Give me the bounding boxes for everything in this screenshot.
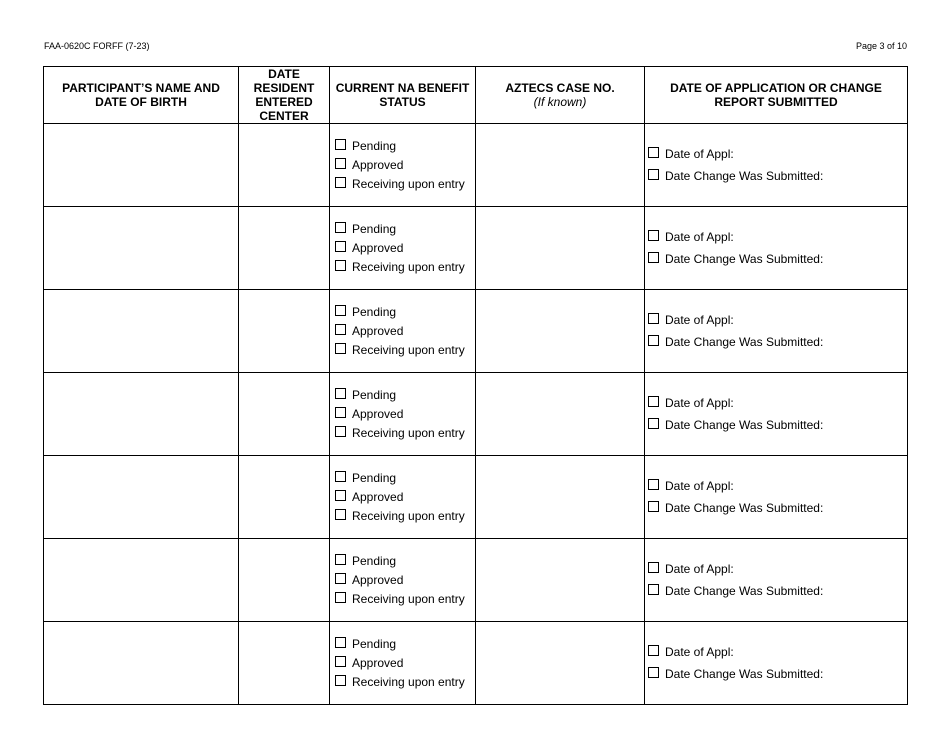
- checkbox[interactable]: [335, 592, 346, 603]
- aztecs-case-cell[interactable]: [476, 456, 645, 539]
- date-entered-cell[interactable]: [239, 207, 330, 290]
- table-row: [44, 207, 908, 290]
- application-date-cell: [645, 207, 908, 290]
- status-approved-option[interactable]: Approved: [330, 571, 475, 590]
- checkbox[interactable]: [335, 637, 346, 648]
- checkbox[interactable]: [648, 418, 659, 429]
- date-change-submitted-option[interactable]: Date Change Was Submitted:: [645, 414, 907, 436]
- checkbox[interactable]: [335, 509, 346, 520]
- date-entered-cell[interactable]: [239, 622, 330, 705]
- benefit-status-cell: [330, 124, 476, 207]
- date-entered-cell[interactable]: [239, 373, 330, 456]
- checkbox[interactable]: [335, 573, 346, 584]
- application-date-cell: [645, 622, 908, 705]
- benefit-status-cell: [330, 290, 476, 373]
- table-row: [44, 456, 908, 539]
- status-approved-option[interactable]: Approved: [330, 488, 475, 507]
- status-approved-option[interactable]: Approved: [330, 322, 475, 341]
- participant-table: [43, 66, 908, 705]
- checkbox[interactable]: [648, 645, 659, 656]
- col-header-application-date: DATE OF APPLICATION OR CHANGE REPORT SUBMITTED: [645, 67, 908, 124]
- status-receiving-option[interactable]: Receiving upon entry: [330, 590, 475, 609]
- application-date-cell: [645, 290, 908, 373]
- date-of-appl-option[interactable]: Date of Appl:: [645, 392, 907, 414]
- status-pending-option[interactable]: Pending: [330, 469, 475, 488]
- checkbox[interactable]: [335, 426, 346, 437]
- participant-name-dob-cell[interactable]: [44, 622, 239, 705]
- status-pending-option[interactable]: Pending: [330, 635, 475, 654]
- status-receiving-option[interactable]: Receiving upon entry: [330, 673, 475, 692]
- participant-name-dob-cell[interactable]: [44, 373, 239, 456]
- table-row: [44, 290, 908, 373]
- page-number: Page 3 of 10: [855, 41, 907, 51]
- form-id: FAA-0620C FORFF (7-23): [44, 41, 150, 51]
- table-row: [44, 124, 908, 207]
- date-of-appl-option[interactable]: Date of Appl:: [645, 226, 907, 248]
- benefit-status-cell: [330, 456, 476, 539]
- checkbox[interactable]: [648, 252, 659, 263]
- col-header-participant: PARTICIPANT’S NAME AND DATE OF BIRTH: [44, 67, 239, 124]
- table-row: [44, 373, 908, 456]
- participant-name-dob-cell[interactable]: [44, 539, 239, 622]
- checkbox[interactable]: [648, 501, 659, 512]
- status-receiving-option[interactable]: Receiving upon entry: [330, 258, 475, 277]
- checkbox[interactable]: [648, 562, 659, 573]
- checkbox[interactable]: [335, 324, 346, 335]
- participant-name-dob-cell[interactable]: [44, 124, 239, 207]
- checkbox[interactable]: [335, 139, 346, 150]
- checkbox[interactable]: [335, 260, 346, 271]
- date-change-submitted-option[interactable]: Date Change Was Submitted:: [645, 331, 907, 353]
- aztecs-case-cell[interactable]: [476, 622, 645, 705]
- benefit-status-cell: [330, 373, 476, 456]
- date-entered-cell[interactable]: [239, 290, 330, 373]
- checkbox[interactable]: [335, 158, 346, 169]
- col-header-date-entered: DATE RESIDENT ENTERED CENTER: [239, 67, 330, 124]
- participant-name-dob-cell[interactable]: [44, 290, 239, 373]
- checkbox[interactable]: [648, 396, 659, 407]
- checkbox[interactable]: [335, 490, 346, 501]
- status-pending-option[interactable]: Pending: [330, 137, 475, 156]
- application-date-cell: [645, 124, 908, 207]
- checkbox[interactable]: [648, 584, 659, 595]
- date-entered-cell[interactable]: [239, 539, 330, 622]
- status-pending-option[interactable]: Pending: [330, 552, 475, 571]
- checkbox[interactable]: [335, 388, 346, 399]
- date-change-submitted-option[interactable]: Date Change Was Submitted:: [645, 165, 907, 187]
- benefit-status-cell: [330, 207, 476, 290]
- checkbox[interactable]: [648, 230, 659, 241]
- status-approved-option[interactable]: Approved: [330, 239, 475, 258]
- checkbox[interactable]: [335, 343, 346, 354]
- status-pending-option[interactable]: Pending: [330, 386, 475, 405]
- date-entered-cell[interactable]: [239, 456, 330, 539]
- checkbox[interactable]: [648, 667, 659, 678]
- checkbox[interactable]: [648, 147, 659, 158]
- date-change-submitted-option[interactable]: Date Change Was Submitted:: [645, 497, 907, 519]
- date-entered-cell[interactable]: [239, 124, 330, 207]
- table-row: [44, 622, 908, 705]
- date-of-appl-option[interactable]: Date of Appl:: [645, 558, 907, 580]
- date-change-submitted-option[interactable]: Date Change Was Submitted:: [645, 248, 907, 270]
- date-change-submitted-option[interactable]: Date Change Was Submitted:: [645, 580, 907, 602]
- checkbox[interactable]: [335, 554, 346, 565]
- status-approved-option[interactable]: Approved: [330, 405, 475, 424]
- benefit-status-cell: [330, 539, 476, 622]
- status-pending-option[interactable]: Pending: [330, 303, 475, 322]
- application-date-cell: [645, 373, 908, 456]
- status-approved-option[interactable]: Approved: [330, 654, 475, 673]
- checkbox[interactable]: [335, 222, 346, 233]
- date-change-submitted-option[interactable]: Date Change Was Submitted:: [645, 663, 907, 685]
- aztecs-case-cell[interactable]: [476, 207, 645, 290]
- participant-name-dob-cell[interactable]: [44, 207, 239, 290]
- aztecs-case-cell[interactable]: [476, 539, 645, 622]
- checkbox[interactable]: [335, 305, 346, 316]
- status-receiving-option[interactable]: Receiving upon entry: [330, 507, 475, 526]
- status-approved-option[interactable]: Approved: [330, 156, 475, 175]
- date-of-appl-option[interactable]: Date of Appl:: [645, 309, 907, 331]
- application-date-cell: [645, 539, 908, 622]
- date-of-appl-option[interactable]: Date of Appl:: [645, 475, 907, 497]
- col-header-aztecs-case: AZTECS CASE NO. (If known): [476, 67, 645, 124]
- checkbox[interactable]: [648, 313, 659, 324]
- checkbox[interactable]: [335, 675, 346, 686]
- checkbox[interactable]: [335, 656, 346, 667]
- checkbox[interactable]: [335, 241, 346, 252]
- application-date-cell: [645, 456, 908, 539]
- aztecs-case-cell[interactable]: [476, 290, 645, 373]
- table-row: [44, 539, 908, 622]
- status-receiving-option[interactable]: Receiving upon entry: [330, 424, 475, 443]
- benefit-status-cell: [330, 622, 476, 705]
- col-header-benefit-status: CURRENT NA BENEFIT STATUS: [330, 67, 476, 124]
- date-of-appl-option[interactable]: Date of Appl:: [645, 641, 907, 663]
- checkbox[interactable]: [648, 335, 659, 346]
- status-receiving-option[interactable]: Receiving upon entry: [330, 175, 475, 194]
- status-pending-option[interactable]: Pending: [330, 220, 475, 239]
- aztecs-case-cell[interactable]: [476, 124, 645, 207]
- checkbox[interactable]: [335, 177, 346, 188]
- date-of-appl-option[interactable]: Date of Appl:: [645, 143, 907, 165]
- checkbox[interactable]: [648, 479, 659, 490]
- status-receiving-option[interactable]: Receiving upon entry: [330, 341, 475, 360]
- checkbox[interactable]: [335, 407, 346, 418]
- checkbox[interactable]: [648, 169, 659, 180]
- aztecs-case-cell[interactable]: [476, 373, 645, 456]
- table-header-row: [44, 67, 908, 124]
- checkbox[interactable]: [335, 471, 346, 482]
- participant-name-dob-cell[interactable]: [44, 456, 239, 539]
